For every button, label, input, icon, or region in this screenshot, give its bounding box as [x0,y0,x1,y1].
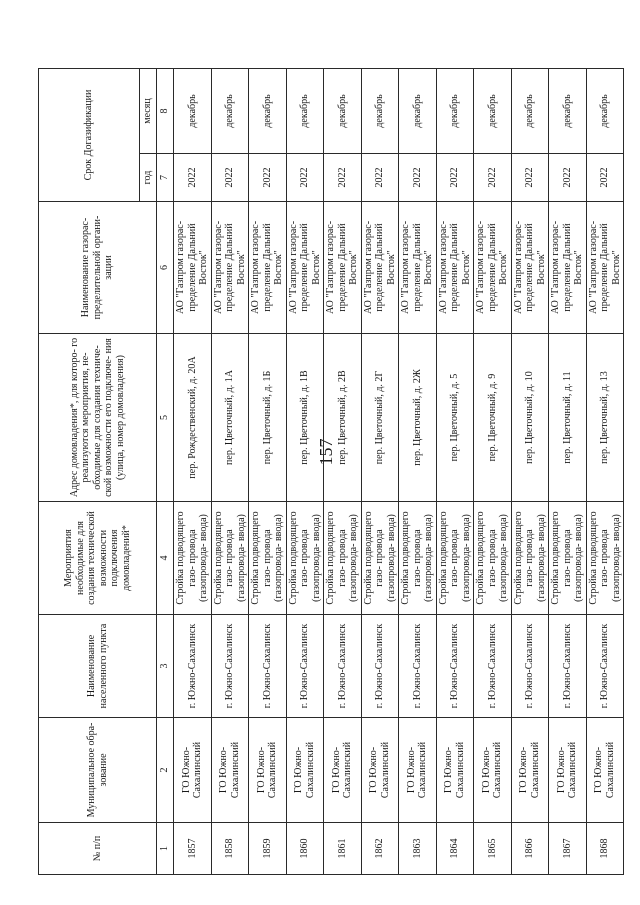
gdo-cell: АО "Газпром газорас- пределение Дальний Восток" [361,202,399,334]
settlement-cell: г. Южно-Сахалинск [361,615,399,718]
settlement-cell: г. Южно-Сахалинск [174,615,212,718]
month-cell: декабрь [324,68,362,153]
row-number: 1857 [174,823,212,875]
header-num: № п/п [39,823,157,875]
municipality-cell: ГО Южно-Сахалинский [324,718,362,823]
activity-cell: Стройка подводящего газо- провода (газопровода- ввода) [586,502,624,615]
table-row [549,68,587,874]
column-number: 6 [157,202,174,334]
table-row [324,68,362,874]
year-cell: 2022 [286,154,324,202]
month-cell: декабрь [174,68,212,153]
table-row [174,68,212,874]
settlement-cell: г. Южно-Сахалинск [211,615,249,718]
header-row [39,68,140,874]
gdo-cell: АО "Газпром газорас- пределение Дальний Восток" [174,202,212,334]
municipality-cell: ГО Южно-Сахалинский [211,718,249,823]
month-cell: декабрь [249,68,287,153]
column-number: 1 [157,823,174,875]
address-cell: пер. Цветочный, д. 1Б [249,334,287,502]
row-number: 1865 [474,823,512,875]
settlement-cell: г. Южно-Сахалинск [249,615,287,718]
row-number: 1863 [399,823,437,875]
settlement-cell: г. Южно-Сахалинск [286,615,324,718]
settlement-cell: г. Южно-Сахалинск [474,615,512,718]
address-cell: пер. Цветочный, д. 2В [324,334,362,502]
row-number: 1861 [324,823,362,875]
table-row [436,68,474,874]
municipality-cell: ГО Южно-Сахалинский [174,718,212,823]
municipality-cell: ГО Южно-Сахалинский [249,718,287,823]
activity-cell: Стройка подводящего газо- провода (газопровода- ввода) [249,502,287,615]
table-row [474,68,512,874]
header-gdo: Наименование газорас- пределительной органи- зации [39,202,157,334]
row-number: 1868 [586,823,624,875]
month-cell: декабрь [286,68,324,153]
table-row [361,68,399,874]
gdo-cell: АО "Газпром газорас- пределение Дальний Восток" [249,202,287,334]
table-row [399,68,437,874]
table-row [586,68,624,874]
header-deadline: Срок Догазификации [39,68,140,201]
month-cell: декабрь [399,68,437,153]
activity-cell: Стройка подводящего газо- провода (газопровода- ввода) [174,502,212,615]
row-number: 1858 [211,823,249,875]
column-number: 4 [157,502,174,615]
municipality-cell: ГО Южно-Сахалинский [511,718,549,823]
settlement-cell: г. Южно-Сахалинск [399,615,437,718]
row-number: 1859 [249,823,287,875]
activity-cell: Стройка подводящего газо- провода (газопровода- ввода) [474,502,512,615]
address-cell: пер. Цветочный, д. 9 [474,334,512,502]
year-cell: 2022 [211,154,249,202]
year-cell: 2022 [474,154,512,202]
month-cell: декабрь [586,68,624,153]
month-cell: декабрь [549,68,587,153]
header-address: Адрес домовладения*, для которо- го реализуются мероприятия, не- обходимые для создания техниче- ской возможности его подключе- ния (улица, номер домовладения) [39,334,157,502]
row-number: 1862 [361,823,399,875]
activity-cell: Стройка подводящего газо- провода (газопровода- ввода) [286,502,324,615]
gdo-cell: АО "Газпром газорас- пределение Дальний Восток" [211,202,249,334]
rotated-table-frame [38,69,622,875]
row-number: 1866 [511,823,549,875]
month-cell: декабрь [211,68,249,153]
gdo-cell: АО "Газпром газорас- пределение Дальний Восток" [324,202,362,334]
address-cell: пер. Цветочный, д. 1В [286,334,324,502]
address-cell: пер. Цветочный, д. 13 [586,334,624,502]
year-cell: 2022 [436,154,474,202]
address-cell: пер. Цветочный, д. 2Ж [399,334,437,502]
month-cell: декабрь [474,68,512,153]
settlement-cell: г. Южно-Сахалинск [511,615,549,718]
gdo-cell: АО "Газпром газорас- пределение Дальний Восток" [436,202,474,334]
address-cell: пер. Цветочный, д. 5 [436,334,474,502]
header-month: месяц [140,68,157,153]
settlement-cell: г. Южно-Сахалинск [436,615,474,718]
gasification-table [38,68,624,875]
year-cell: 2022 [399,154,437,202]
column-number: 5 [157,334,174,502]
header-year: год [140,154,157,202]
address-cell: пер. Цветочный, д. 1А [211,334,249,502]
year-cell: 2022 [549,154,587,202]
gdo-cell: АО "Газпром газорас- пределение Дальний Восток" [511,202,549,334]
municipality-cell: ГО Южно-Сахалинский [474,718,512,823]
year-cell: 2022 [511,154,549,202]
address-cell: пер. Цветочный, д. 10 [511,334,549,502]
row-number: 1867 [549,823,587,875]
page-number: 157 [316,438,336,466]
column-number: 8 [157,68,174,153]
activity-cell: Стройка подводящего газо- провода (газопровода- ввода) [549,502,587,615]
row-number: 1860 [286,823,324,875]
gdo-cell: АО "Газпром газорас- пределение Дальний Восток" [399,202,437,334]
month-cell: декабрь [436,68,474,153]
activity-cell: Стройка подводящего газо- провода (газопровода- ввода) [399,502,437,615]
municipality-cell: ГО Южно-Сахалинский [361,718,399,823]
activity-cell: Стройка подводящего газо- провода (газопровода- ввода) [211,502,249,615]
municipality-cell: ГО Южно-Сахалинский [399,718,437,823]
activity-cell: Стройка подводящего газо- провода (газопровода- ввода) [324,502,362,615]
table-row [511,68,549,874]
address-cell: пер. Рождественский, д. 20А [174,334,212,502]
gdo-cell: АО "Газпром газорас- пределение Дальний Восток" [286,202,324,334]
activity-cell: Стройка подводящего газо- провода (газопровода- ввода) [436,502,474,615]
settlement-cell: г. Южно-Сахалинск [324,615,362,718]
address-cell: пер. Цветочный, д. 2Г [361,334,399,502]
header-activity: Мероприятия необходимые для создания технической возможности подключения домовладений* [39,502,157,615]
year-cell: 2022 [586,154,624,202]
activity-cell: Стройка подводящего газо- провода (газопровода- ввода) [361,502,399,615]
year-cell: 2022 [324,154,362,202]
municipality-cell: ГО Южно-Сахалинский [436,718,474,823]
month-cell: декабрь [511,68,549,153]
table-row [286,68,324,874]
gdo-cell: АО "Газпром газорас- пределение Дальний Восток" [586,202,624,334]
row-number: 1864 [436,823,474,875]
settlement-cell: г. Южно-Сахалинск [549,615,587,718]
gdo-cell: АО "Газпром газорас- пределение Дальний Восток" [474,202,512,334]
activity-cell: Стройка подводящего газо- провода (газопровода- ввода) [511,502,549,615]
column-number-row [157,68,174,874]
year-cell: 2022 [174,154,212,202]
address-cell: пер. Цветочный, д. 11 [549,334,587,502]
header-municipality: Муниципальное обра- зование [39,718,157,823]
municipality-cell: ГО Южно-Сахалинский [549,718,587,823]
column-number: 2 [157,718,174,823]
table-container [38,69,622,875]
year-cell: 2022 [249,154,287,202]
month-cell: декабрь [361,68,399,153]
header-settlement: Наименование населенного пункта [39,615,157,718]
settlement-cell: г. Южно-Сахалинск [586,615,624,718]
year-cell: 2022 [361,154,399,202]
municipality-cell: ГО Южно-Сахалинский [286,718,324,823]
column-number: 3 [157,615,174,718]
municipality-cell: ГО Южно-Сахалинский [586,718,624,823]
table-row [249,68,287,874]
table-row [211,68,249,874]
gdo-cell: АО "Газпром газорас- пределение Дальний Восток" [549,202,587,334]
column-number: 7 [157,154,174,202]
